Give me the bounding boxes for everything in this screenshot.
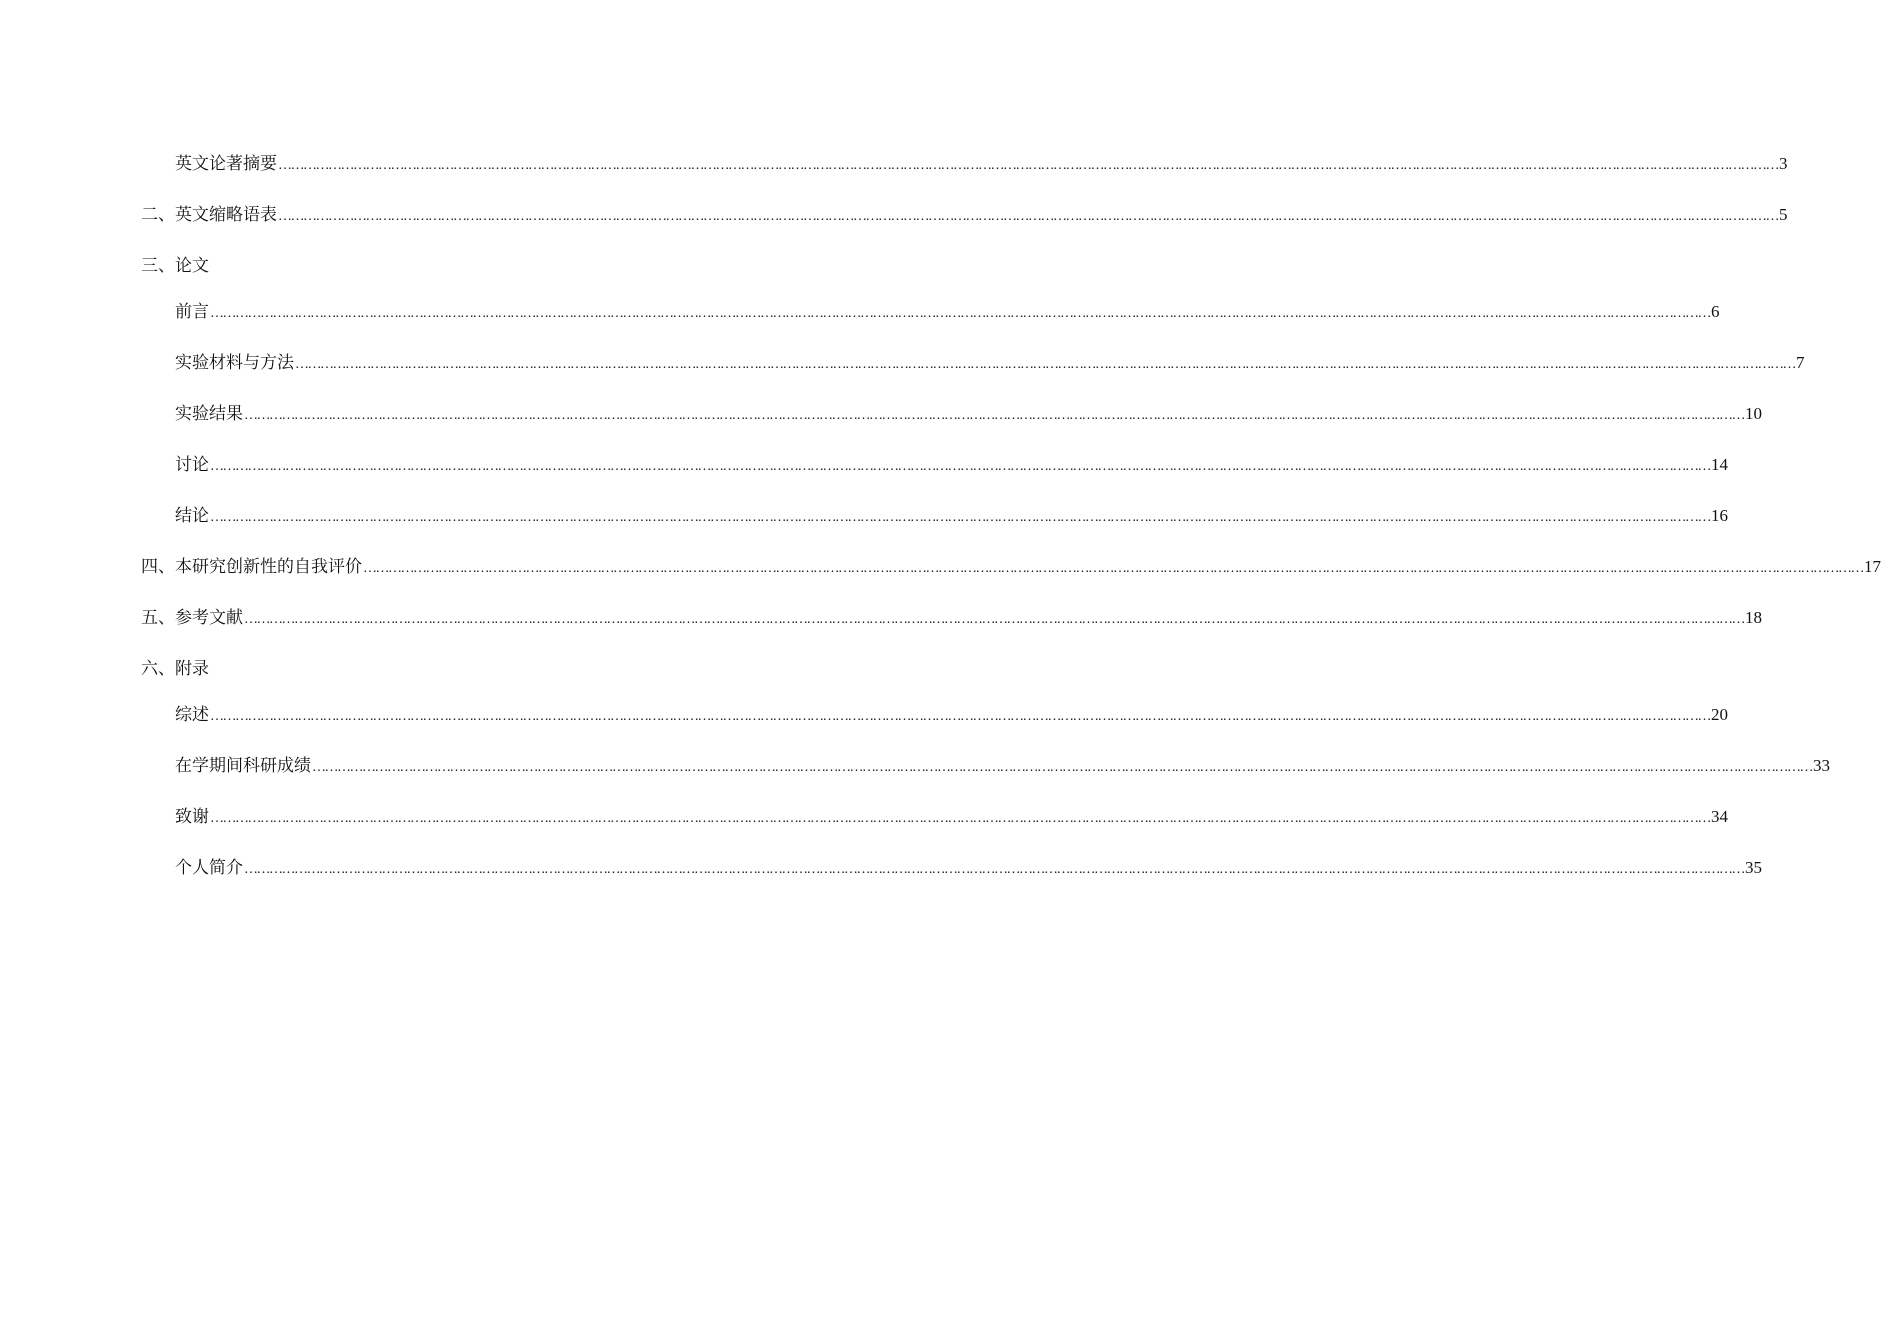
toc-entry-page: 7 — [1796, 353, 1805, 372]
toc-entry-page: 17 — [1864, 557, 1881, 576]
toc-entry-english-abstract[interactable] — [175, 152, 1788, 176]
toc-entry-page: 34 — [1711, 807, 1728, 826]
toc-entry-page: 14 — [1711, 455, 1728, 474]
toc-entry-materials-methods[interactable] — [175, 351, 1805, 375]
dot-leader: ……………………………………………………………………………………………………………………………………………………………………………………………………………………………………………………………………………………………………………………………… — [210, 306, 1710, 321]
dot-leader: ……………………………………………………………………………………………………………………………………………………………………………………………………………………………………………………………………………………………………………………………… — [244, 862, 1744, 877]
toc-entry-label: 致谢 — [175, 807, 209, 827]
dot-leader: ……………………………………………………………………………………………………………………………………………………………………………………………………………………………………………………………………………………………………………………………… — [363, 561, 1863, 576]
dot-leader: ……………………………………………………………………………………………………………………………………………………………………………………………………………………………………………………………………………………………………………………………… — [278, 158, 1778, 173]
toc-entry-label: 个人简介 — [175, 858, 243, 878]
toc-entry-innovation-evaluation[interactable] — [141, 555, 1881, 579]
toc-entry-page: 20 — [1711, 705, 1728, 724]
dot-leader: ……………………………………………………………………………………………………………………………………………………………………………………………………………………………………………………………………………………………………………………………… — [278, 209, 1778, 224]
toc-entry-label: 三、论文 — [141, 256, 209, 276]
dot-leader: ……………………………………………………………………………………………………………………………………………………………………………………………………………………………………………………………………………………………………………………………… — [210, 459, 1710, 474]
toc-entry-preface[interactable] — [175, 300, 1720, 324]
dot-leader: ……………………………………………………………………………………………………………………………………………………………………………………………………………………………………………………………………………………………………………………………… — [312, 760, 1812, 775]
toc-entry-label: 前言 — [175, 302, 209, 322]
toc-entry-label: 讨论 — [175, 455, 209, 475]
toc-entry-label: 结论 — [175, 506, 209, 526]
toc-entry-label: 综述 — [175, 705, 209, 725]
dot-leader: ……………………………………………………………………………………………………………………………………………………………………………………………………………………………………………………………………………………………………………………………… — [244, 612, 1744, 627]
dot-leader: ……………………………………………………………………………………………………………………………………………………………………………………………………………………………………………………………………………………………………………………………… — [244, 408, 1744, 423]
toc-entry-label: 实验材料与方法 — [175, 353, 294, 373]
toc-entry-label: 在学期间科研成绩 — [175, 756, 311, 776]
toc-entry-label: 英文论著摘要 — [175, 154, 277, 174]
toc-entry-page: 35 — [1745, 858, 1762, 877]
toc-entry-discussion[interactable] — [175, 453, 1728, 477]
dot-leader: ……………………………………………………………………………………………………………………………………………………………………………………………………………………………………………………………………………………………………………………………… — [210, 709, 1710, 724]
toc-entry-label: 五、参考文献 — [141, 608, 243, 628]
toc-section-thesis[interactable] — [141, 254, 441, 278]
toc-entry-page: 5 — [1779, 205, 1788, 224]
toc-section-appendix[interactable] — [141, 657, 441, 681]
dot-leader: ……………………………………………………………………………………………………………………………………………………………………………………………………………………………………………………………………………………………………………………………… — [210, 510, 1710, 525]
toc-entry-page: 16 — [1711, 506, 1728, 525]
toc-entry-page: 6 — [1711, 302, 1720, 321]
toc-entry-review[interactable] — [175, 703, 1728, 727]
toc-entry-page: 3 — [1779, 154, 1788, 173]
toc-entry-label: 实验结果 — [175, 404, 243, 424]
toc-entry-page: 33 — [1813, 756, 1830, 775]
toc-entry-acknowledgements[interactable] — [175, 805, 1728, 829]
toc-entry-label: 二、英文缩略语表 — [141, 205, 277, 225]
toc-entry-page: 10 — [1745, 404, 1762, 423]
dot-leader: ……………………………………………………………………………………………………………………………………………………………………………………………………………………………………………………………………………………………………………………………… — [295, 357, 1795, 372]
toc-entry-label: 六、附录 — [141, 659, 209, 679]
toc-entry-page: 18 — [1745, 608, 1762, 627]
toc-entry-results[interactable] — [175, 402, 1762, 426]
toc-entry-abbreviations[interactable] — [141, 203, 1788, 227]
dot-leader: ……………………………………………………………………………………………………………………………………………………………………………………………………………………………………………………………………………………………………………………………… — [210, 811, 1710, 826]
toc-entry-research-achievements[interactable] — [175, 754, 1830, 778]
toc-entry-references[interactable] — [141, 606, 1762, 630]
toc-entry-conclusion[interactable] — [175, 504, 1728, 528]
toc-entry-label: 四、本研究创新性的自我评价 — [141, 557, 362, 577]
toc-entry-biography[interactable] — [175, 856, 1762, 880]
